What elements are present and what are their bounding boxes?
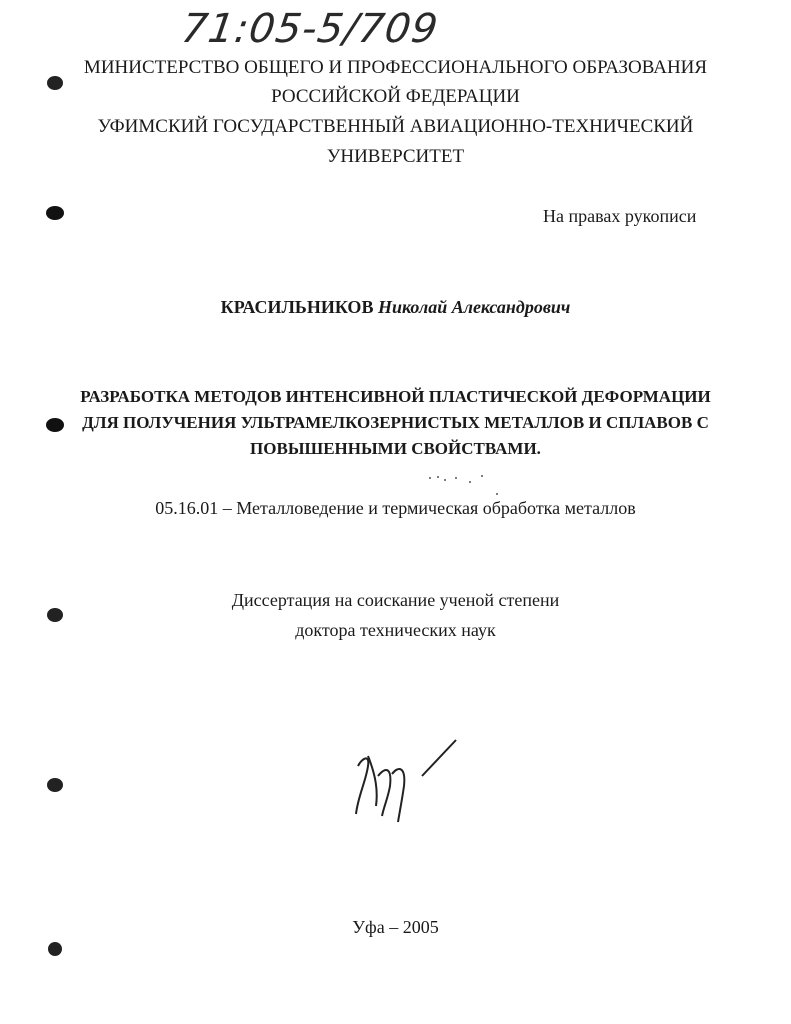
punch-hole-3 bbox=[44, 416, 66, 434]
ministry-line-1: МИНИСТЕРСТВО ОБЩЕГО И ПРОФЕССИОНАЛЬНОГО ОБРАЗОВАНИЯ bbox=[83, 57, 708, 78]
author-name bbox=[0, 297, 791, 318]
title-line-2: ДЛЯ ПОЛУЧЕНИЯ УЛЬТРАМЕЛКОЗЕРНИСТЫХ МЕТАЛЛОВ И СПЛАВОВ С bbox=[82, 413, 709, 432]
punch-hole-2 bbox=[44, 204, 66, 222]
punch-hole-4 bbox=[44, 606, 66, 624]
university-line-2: УНИВЕРСИТЕТ bbox=[326, 146, 465, 167]
archive-code-handwritten: 71:05-5/709 bbox=[178, 6, 442, 52]
title-line-3: ПОВЫШЕННЫМИ СВОЙСТВАМИ. bbox=[250, 439, 541, 458]
degree-line-1: Диссертация на соискание ученой степени bbox=[231, 590, 560, 610]
punch-hole-5 bbox=[44, 776, 66, 794]
ministry-line-2: РОССИЙСКОЙ ФЕДЕРАЦИИ bbox=[271, 86, 520, 107]
punch-hole-6 bbox=[44, 940, 66, 958]
university-line-1: УФИМСКИЙ ГОСУДАРСТВЕННЫЙ АВИАЦИОННО-ТЕХНИЧЕСКИЙ bbox=[97, 116, 694, 137]
city-year: Уфа – 2005 bbox=[352, 917, 439, 937]
signature bbox=[348, 736, 468, 826]
degree-line-2: доктора технических наук bbox=[295, 620, 496, 640]
author-surname: КРАСИЛЬНИКОВ bbox=[220, 297, 374, 317]
rights-note: На правах рукописи bbox=[543, 206, 697, 226]
punch-hole-1 bbox=[44, 74, 66, 92]
author-given-names: Николай Александрович bbox=[377, 297, 571, 317]
specialty-line: 05.16.01 – Металловедение и термическая обработка металлов bbox=[155, 498, 636, 518]
title-line-1: РАЗРАБОТКА МЕТОДОВ ИНТЕНСИВНОЙ ПЛАСТИЧЕСКОЙ ДЕФОРМАЦИИ bbox=[80, 387, 711, 406]
